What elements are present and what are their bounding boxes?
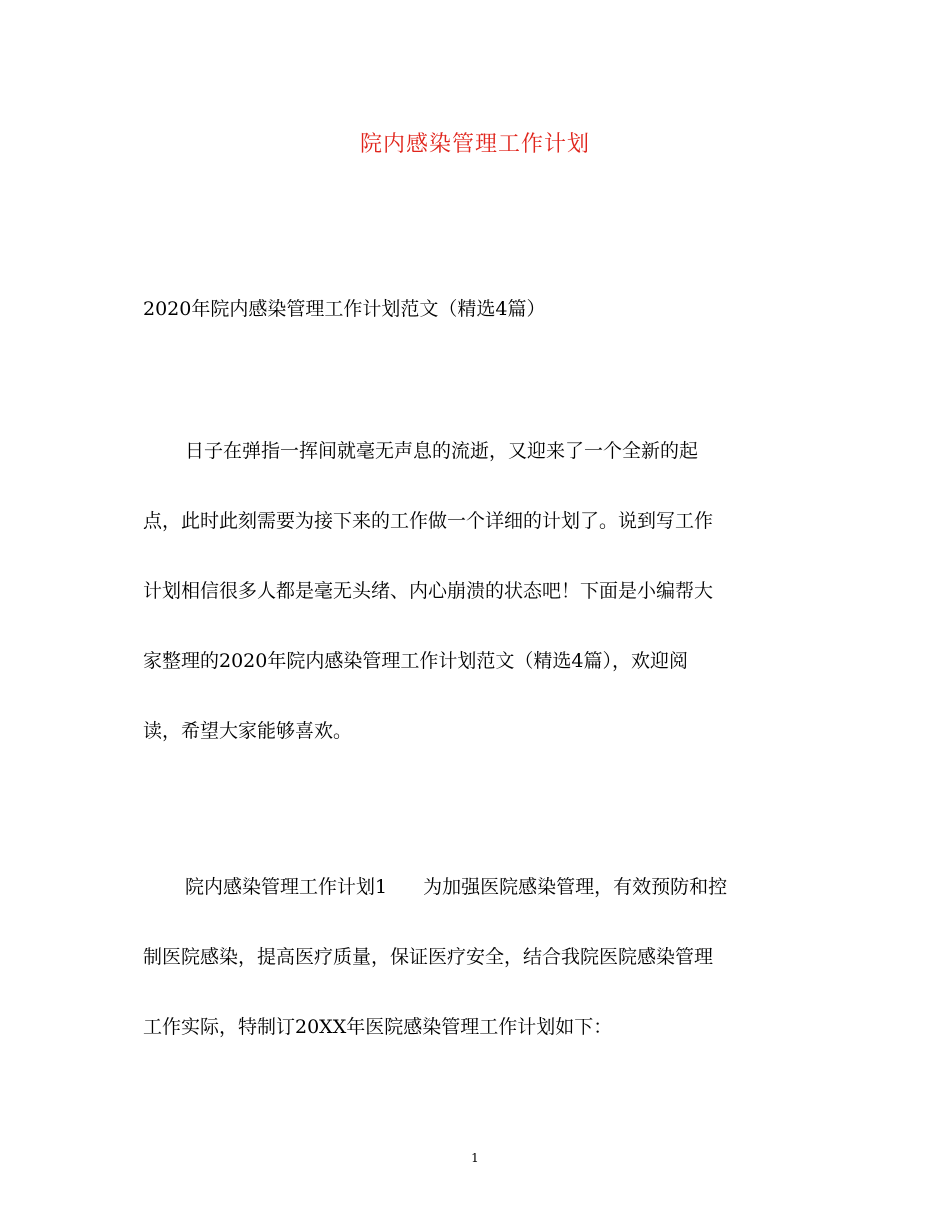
page-number: 1	[471, 1151, 479, 1165]
plan1-line-2: 制医院感染，提高医疗质量，保证医疗安全，结合我院医院感染管理	[143, 946, 714, 968]
plan1-paragraph	[143, 874, 823, 1084]
intro-line-2: 点，此时此刻需要为接下来的工作做一个详细的计划了。说到写工作	[143, 510, 714, 532]
plan1-heading: 院内感染管理工作计划1	[185, 876, 388, 898]
intro-line-1: 日子在弹指一挥间就毫无声息的流逝，又迎来了一个全新的起	[185, 440, 699, 462]
intro-paragraph	[143, 438, 823, 788]
intro-line-5: 读，希望大家能够喜欢。	[143, 720, 353, 742]
plan1-line-1: 为加强医院感染管理，有效预防和控	[423, 876, 728, 898]
plan1-line-3: 工作实际，特制订20XX年医院感染管理工作计划如下：	[143, 1016, 613, 1038]
plan1-first-line	[143, 874, 823, 900]
intro-line-4: 家整理的2020年院内感染管理工作计划范文（精选4篇），欢迎阅	[143, 650, 688, 672]
intro-line-3: 计划相信很多人都是毫无头绪、内心崩溃的状态吧！下面是小编帮大	[143, 580, 714, 602]
document-title: 院内感染管理工作计划	[359, 132, 590, 157]
document-subtitle: 2020年院内感染管理工作计划范文（精选4篇）	[143, 298, 546, 320]
